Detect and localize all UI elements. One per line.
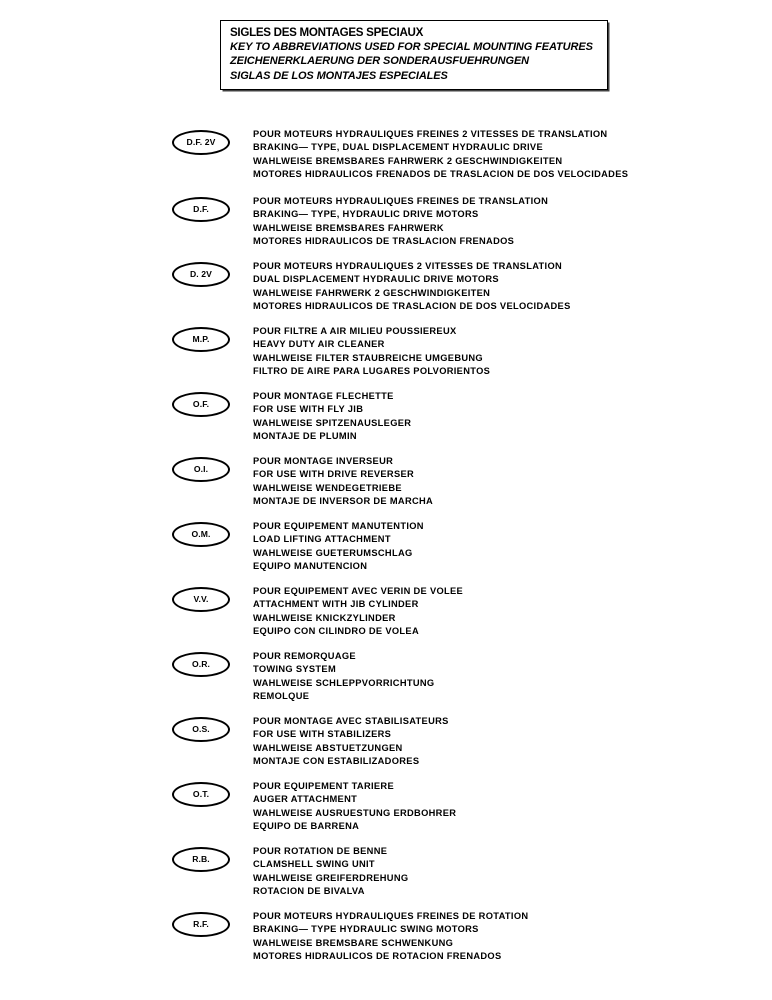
abbreviation-entry <box>0 650 772 715</box>
description-french: POUR MONTAGE AVEC STABILISATEURS <box>253 716 449 726</box>
title-line-german: ZEICHENERKLAERUNG DER SONDERAUSFUEHRUNGEN <box>230 55 530 68</box>
abbreviation-badge <box>172 262 230 287</box>
title-line-english: KEY TO ABBREVIATIONS USED FOR SPECIAL MOUNTING FEATURES <box>230 41 593 54</box>
abbreviation-badge-label: O.F. <box>192 399 210 410</box>
abbreviation-badge-label: O.M. <box>191 529 211 540</box>
abbreviation-descriptions <box>253 195 768 248</box>
description-french: POUR FILTRE A AIR MILIEU POUSSIEREUX <box>253 326 457 336</box>
description-english: TOWING SYSTEM <box>253 664 337 675</box>
description-english: BRAKING— TYPE HYDRAULIC SWING MOTORS <box>253 924 479 935</box>
description-spanish: EQUIPO CON CILINDRO DE VOLEA <box>253 625 419 636</box>
description-spanish: FILTRO DE AIRE PARA LUGARES POLVORIENTOS <box>253 365 491 376</box>
description-english: FOR USE WITH DRIVE REVERSER <box>253 469 415 480</box>
abbreviation-badge-label: R.F. <box>193 919 209 930</box>
description-german: WAHLWEISE GUETERUMSCHLAG <box>253 547 413 558</box>
description-french: POUR MOTEURS HYDRAULIQUES 2 VITESSES DE TRANSLATION <box>253 261 563 271</box>
abbreviation-descriptions <box>253 260 768 313</box>
abbreviation-entry <box>0 128 772 195</box>
description-german: WAHLWEISE SCHLEPPVORRICHTUNG <box>253 677 435 688</box>
description-spanish: EQUIPO DE BARRENA <box>253 820 360 831</box>
description-french: POUR EQUIPEMENT AVEC VERIN DE VOLEE <box>253 586 464 596</box>
abbreviation-entry <box>0 195 772 260</box>
abbreviation-badge <box>172 197 230 222</box>
abbreviation-entry <box>0 325 772 390</box>
abbreviation-entry <box>0 520 772 585</box>
abbreviation-badge <box>172 457 230 482</box>
description-french: POUR EQUIPEMENT MANUTENTION <box>253 521 424 531</box>
abbreviation-badge-label: D.F. 2V <box>186 137 216 148</box>
description-spanish: MONTAJE DE INVERSOR DE MARCHA <box>253 495 434 506</box>
description-german: WAHLWEISE FILTER STAUBREICHE UMGEBUNG <box>253 352 483 363</box>
description-english: DUAL DISPLACEMENT HYDRAULIC DRIVE MOTORS <box>253 274 499 285</box>
abbreviation-badge <box>172 652 230 677</box>
abbreviation-descriptions <box>253 128 768 181</box>
description-spanish: MONTAJE DE PLUMIN <box>253 430 357 441</box>
description-french: POUR REMORQUAGE <box>253 651 356 661</box>
description-french: POUR MOTEURS HYDRAULIQUES FREINES DE TRANSLATION <box>253 196 549 206</box>
abbreviation-descriptions <box>253 390 768 443</box>
description-german: WAHLWEISE WENDEGETRIEBE <box>253 482 402 493</box>
abbreviation-badge <box>172 130 230 155</box>
abbreviation-badge-label: R.B. <box>192 854 210 865</box>
description-french: POUR MONTAGE FLECHETTE <box>253 391 394 401</box>
abbreviation-entry <box>0 390 772 455</box>
description-spanish: MOTORES HIDRAULICOS DE TRASLACION FRENADOS <box>253 235 515 246</box>
abbreviation-badge <box>172 522 230 547</box>
abbreviation-descriptions <box>253 520 768 573</box>
abbreviation-badge-label: O.I. <box>193 464 209 475</box>
description-german: WAHLWEISE ABSTUETZUNGEN <box>253 742 403 753</box>
description-german: WAHLWEISE SPITZENAUSLEGER <box>253 417 412 428</box>
abbreviation-descriptions <box>253 325 768 378</box>
description-spanish: MOTORES HIDRAULICOS FRENADOS DE TRASLACION DE DOS VELOCIDADES <box>253 168 629 179</box>
description-english: HEAVY DUTY AIR CLEANER <box>253 339 385 350</box>
description-english: FOR USE WITH STABILIZERS <box>253 729 392 740</box>
abbreviation-entry <box>0 260 772 325</box>
legend-title-box <box>220 20 608 90</box>
abbreviation-descriptions <box>253 780 768 833</box>
description-french: POUR MOTEURS HYDRAULIQUES FREINES 2 VITESSES DE TRANSLATION <box>253 129 608 139</box>
abbreviation-entry <box>0 585 772 650</box>
description-spanish: ROTACION DE BIVALVA <box>253 885 365 896</box>
abbreviation-descriptions <box>253 650 768 703</box>
description-french: POUR MOTEURS HYDRAULIQUES FREINES DE ROTATION <box>253 911 529 921</box>
description-german: WAHLWEISE BREMSBARES FAHRWERK 2 GESCHWINDIGKEITEN <box>253 155 563 166</box>
description-english: BRAKING— TYPE, DUAL DISPLACEMENT HYDRAULIC DRIVE <box>253 142 543 153</box>
abbreviation-descriptions <box>253 455 768 508</box>
abbreviation-badge <box>172 717 230 742</box>
abbreviation-badge-label: V.V. <box>193 594 209 605</box>
description-english: LOAD LIFTING ATTACHMENT <box>253 534 391 545</box>
abbreviation-entry <box>0 715 772 780</box>
abbreviation-badge <box>172 912 230 937</box>
abbreviation-list <box>0 128 772 975</box>
description-english: CLAMSHELL SWING UNIT <box>253 859 375 870</box>
abbreviation-entry <box>0 780 772 845</box>
description-spanish: EQUIPO MANUTENCION <box>253 560 368 571</box>
description-french: POUR ROTATION DE BENNE <box>253 846 388 856</box>
description-german: WAHLWEISE BREMSBARE SCHWENKUNG <box>253 937 454 948</box>
title-line-french: SIGLES DES MONTAGES SPECIAUX <box>230 26 424 39</box>
description-spanish: MONTAJE CON ESTABILIZADORES <box>253 755 420 766</box>
description-german: WAHLWEISE FAHRWERK 2 GESCHWINDIGKEITEN <box>253 287 491 298</box>
abbreviation-entry <box>0 845 772 910</box>
abbreviation-badge-label: D. 2V <box>190 269 212 280</box>
abbreviation-badge <box>172 392 230 417</box>
abbreviation-descriptions <box>253 845 768 898</box>
abbreviation-descriptions <box>253 910 768 963</box>
abbreviation-badge <box>172 587 230 612</box>
description-english: FOR USE WITH FLY JIB <box>253 404 364 415</box>
abbreviation-descriptions <box>253 585 768 638</box>
abbreviation-badge <box>172 327 230 352</box>
description-french: POUR MONTAGE INVERSEUR <box>253 456 394 466</box>
description-german: WAHLWEISE BREMSBARES FAHRWERK <box>253 222 444 233</box>
description-german: WAHLWEISE GREIFERDREHUNG <box>253 872 409 883</box>
abbreviation-badge-label: M.P. <box>192 334 210 345</box>
abbreviation-entry <box>0 910 772 975</box>
abbreviation-badge <box>172 847 230 872</box>
abbreviation-badge-label: O.T. <box>192 789 210 800</box>
title-line-spanish: SIGLAS DE LOS MONTAJES ESPECIALES <box>230 69 448 82</box>
description-spanish: REMOLQUE <box>253 690 310 701</box>
abbreviation-badge-label: D.F. <box>193 204 209 215</box>
description-german: WAHLWEISE AUSRUESTUNG ERDBOHRER <box>253 807 457 818</box>
abbreviation-descriptions <box>253 715 768 768</box>
description-english: AUGER ATTACHMENT <box>253 794 358 805</box>
description-german: WAHLWEISE KNICKZYLINDER <box>253 612 396 623</box>
description-english: ATTACHMENT WITH JIB CYLINDER <box>253 599 419 610</box>
description-spanish: MOTORES HIDRAULICOS DE ROTACION FRENADOS <box>253 950 502 961</box>
abbreviation-badge <box>172 782 230 807</box>
abbreviation-badge-label: O.S. <box>192 724 210 735</box>
description-english: BRAKING— TYPE, HYDRAULIC DRIVE MOTORS <box>253 209 479 220</box>
description-french: POUR EQUIPEMENT TARIERE <box>253 781 394 791</box>
description-spanish: MOTORES HIDRAULICOS DE TRASLACION DE DOS VELOCIDADES <box>253 300 571 311</box>
abbreviation-entry <box>0 455 772 520</box>
abbreviation-badge-label: O.R. <box>191 659 211 670</box>
